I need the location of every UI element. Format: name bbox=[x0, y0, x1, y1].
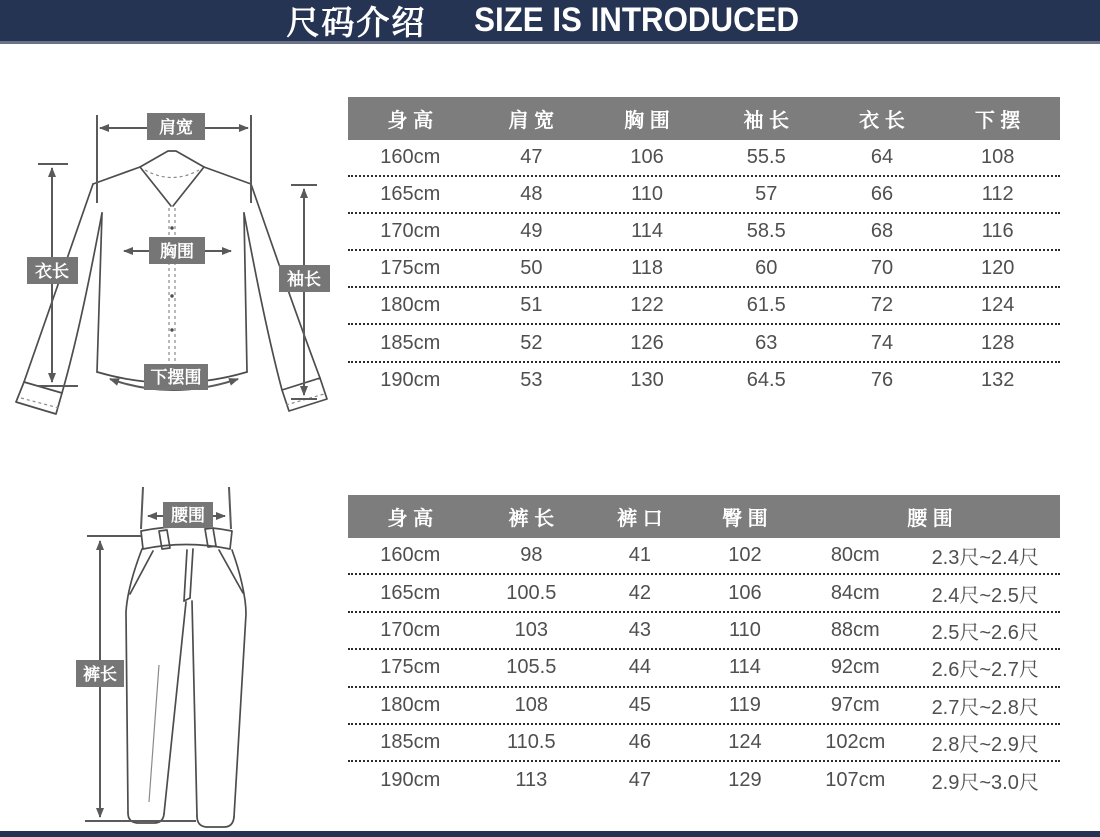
table-cell: 175cm bbox=[380, 257, 441, 280]
table-cell: 80cm bbox=[830, 544, 880, 567]
table-cell: 2.8尺~2.9尺 bbox=[931, 734, 1039, 757]
table-cell: 74 bbox=[870, 331, 894, 354]
table-cell: 44 bbox=[628, 656, 652, 679]
table-cell: 160cm bbox=[380, 146, 441, 169]
sleeve-length-label: 袖长 bbox=[287, 270, 321, 289]
table-cell: 110.5 bbox=[507, 731, 556, 754]
table-cell: 98 bbox=[520, 544, 543, 567]
table-cell: 92cm bbox=[830, 656, 880, 679]
shirt-table-header bbox=[348, 97, 1060, 140]
table-cell: 108 bbox=[980, 146, 1015, 169]
table-cell: 114 bbox=[728, 656, 761, 679]
table-cell: 103 bbox=[514, 618, 549, 641]
bottom-divider-strip bbox=[0, 831, 1100, 837]
table-cell: 120 bbox=[980, 257, 1015, 280]
table-cell: 45 bbox=[628, 693, 652, 716]
table-cell: 72 bbox=[870, 294, 894, 317]
table-row bbox=[348, 288, 1060, 325]
column-header: 裤 口 bbox=[617, 508, 663, 530]
table-cell: 58.5 bbox=[746, 220, 786, 243]
pants-table-body bbox=[348, 538, 1060, 798]
table-cell: 126 bbox=[630, 331, 664, 354]
table-row bbox=[348, 177, 1060, 214]
pants-measurement-diagram bbox=[0, 470, 345, 837]
column-header: 身 高 bbox=[387, 508, 434, 530]
table-row bbox=[348, 538, 1060, 575]
shoulder-width-label: 肩宽 bbox=[159, 118, 193, 137]
table-row bbox=[348, 140, 1060, 177]
table-cell: 190cm bbox=[380, 368, 441, 391]
shirt-size-table bbox=[348, 97, 1060, 398]
hem-dimension bbox=[110, 364, 238, 390]
table-row bbox=[348, 363, 1060, 398]
column-header: 身 高 bbox=[387, 110, 434, 132]
table-cell: 2.7尺~2.8尺 bbox=[931, 696, 1039, 719]
table-cell: 113 bbox=[515, 768, 548, 791]
table-cell: 132 bbox=[980, 368, 1015, 391]
table-cell: 100.5 bbox=[506, 581, 557, 604]
table-cell: 116 bbox=[981, 220, 1014, 243]
table-cell: 122 bbox=[630, 294, 664, 317]
table-cell: 46 bbox=[628, 731, 652, 754]
chest-label: 胸围 bbox=[160, 242, 194, 261]
table-cell: 107cm bbox=[825, 768, 886, 791]
table-cell: 102 bbox=[728, 544, 762, 567]
page-title-english: SIZE IS INTRODUCED bbox=[474, 1, 800, 39]
table-cell: 2.5尺~2.6尺 bbox=[931, 621, 1039, 644]
table-cell: 165cm bbox=[380, 581, 441, 604]
table-cell: 160cm bbox=[380, 544, 441, 567]
table-cell: 47 bbox=[520, 146, 543, 169]
table-cell: 52 bbox=[520, 331, 543, 354]
shoulder-width-dimension bbox=[97, 113, 251, 203]
table-cell: 43 bbox=[628, 618, 652, 641]
table-row bbox=[348, 762, 1060, 797]
table-cell: 66 bbox=[870, 183, 894, 206]
table-cell: 124 bbox=[980, 294, 1015, 317]
table-cell: 185cm bbox=[380, 331, 441, 354]
table-cell: 47 bbox=[628, 768, 652, 791]
table-cell: 2.4尺~2.5尺 bbox=[931, 584, 1039, 607]
table-cell: 118 bbox=[631, 257, 663, 280]
table-cell: 102cm bbox=[825, 731, 886, 754]
table-cell: 170cm bbox=[380, 220, 441, 243]
column-header: 衣 长 bbox=[859, 110, 905, 132]
table-cell: 97cm bbox=[830, 693, 880, 716]
sleeve-length-dimension bbox=[279, 185, 330, 399]
table-cell: 2.6尺~2.7尺 bbox=[931, 659, 1039, 682]
table-row bbox=[348, 688, 1060, 725]
table-cell: 124 bbox=[728, 731, 762, 754]
table-cell: 2.9尺~3.0尺 bbox=[931, 771, 1039, 794]
waist-label: 腰围 bbox=[171, 506, 205, 525]
table-cell: 108 bbox=[514, 693, 549, 716]
garment-length-label: 衣长 bbox=[35, 262, 69, 281]
table-cell: 170cm bbox=[380, 618, 441, 641]
table-cell: 110 bbox=[728, 618, 761, 641]
table-cell: 190cm bbox=[380, 768, 441, 791]
table-cell: 68 bbox=[870, 220, 894, 243]
table-row bbox=[348, 613, 1060, 650]
table-cell: 119 bbox=[728, 693, 761, 716]
shirt-table-body bbox=[348, 140, 1060, 398]
pants-table-header bbox=[348, 495, 1060, 538]
column-header: 肩 宽 bbox=[508, 110, 555, 132]
pants-drawing bbox=[126, 527, 246, 828]
table-cell: 130 bbox=[630, 368, 664, 391]
table-cell: 49 bbox=[520, 220, 543, 243]
table-cell: 84cm bbox=[830, 581, 880, 604]
table-cell: 180cm bbox=[380, 693, 441, 716]
table-cell: 88cm bbox=[830, 618, 880, 641]
table-row bbox=[348, 575, 1060, 612]
table-row bbox=[348, 650, 1060, 687]
table-cell: 110 bbox=[631, 183, 663, 206]
table-cell: 53 bbox=[520, 368, 543, 391]
column-header: 胸 围 bbox=[624, 110, 670, 132]
pants-length-label: 裤长 bbox=[83, 665, 117, 684]
chest-dimension bbox=[124, 237, 231, 264]
table-cell: 41 bbox=[628, 544, 652, 567]
column-header-waist-span: 腰 围 bbox=[907, 508, 953, 530]
table-cell: 50 bbox=[520, 257, 543, 280]
table-row bbox=[348, 725, 1060, 762]
waist-dimension bbox=[141, 487, 231, 529]
table-cell: 51 bbox=[520, 294, 543, 317]
table-cell: 2.3尺~2.4尺 bbox=[931, 547, 1039, 570]
page-title-chinese: 尺码介绍 bbox=[286, 4, 427, 41]
table-cell: 76 bbox=[870, 368, 894, 391]
table-cell: 105.5 bbox=[506, 656, 557, 679]
table-cell: 48 bbox=[520, 183, 543, 206]
table-cell: 114 bbox=[631, 220, 663, 243]
table-cell: 55.5 bbox=[746, 146, 786, 169]
column-header: 袖 长 bbox=[743, 110, 790, 132]
hem-label: 下摆围 bbox=[150, 368, 202, 387]
table-cell: 64.5 bbox=[746, 368, 786, 391]
table-cell: 63 bbox=[755, 331, 778, 354]
table-cell: 106 bbox=[630, 146, 664, 169]
column-header: 裤 长 bbox=[508, 508, 555, 530]
column-header: 下 摆 bbox=[974, 110, 1021, 132]
table-cell: 175cm bbox=[380, 656, 441, 679]
table-row bbox=[348, 251, 1060, 288]
table-cell: 64 bbox=[870, 146, 894, 169]
table-cell: 42 bbox=[628, 581, 652, 604]
column-header: 臀 围 bbox=[722, 508, 768, 530]
pants-size-table bbox=[348, 495, 1060, 798]
table-row bbox=[348, 214, 1060, 251]
table-cell: 70 bbox=[870, 257, 894, 280]
table-cell: 129 bbox=[728, 768, 762, 791]
table-cell: 112 bbox=[981, 183, 1014, 206]
table-cell: 180cm bbox=[380, 294, 441, 317]
shirt-measurement-diagram bbox=[0, 85, 345, 430]
table-cell: 57 bbox=[755, 183, 778, 206]
table-cell: 106 bbox=[728, 581, 762, 604]
table-cell: 165cm bbox=[380, 183, 441, 206]
title-bar bbox=[0, 0, 1100, 44]
table-cell: 128 bbox=[980, 331, 1015, 354]
table-cell: 60 bbox=[755, 257, 778, 280]
table-row bbox=[348, 325, 1060, 362]
table-cell: 61.5 bbox=[746, 294, 786, 317]
table-cell: 185cm bbox=[380, 731, 441, 754]
